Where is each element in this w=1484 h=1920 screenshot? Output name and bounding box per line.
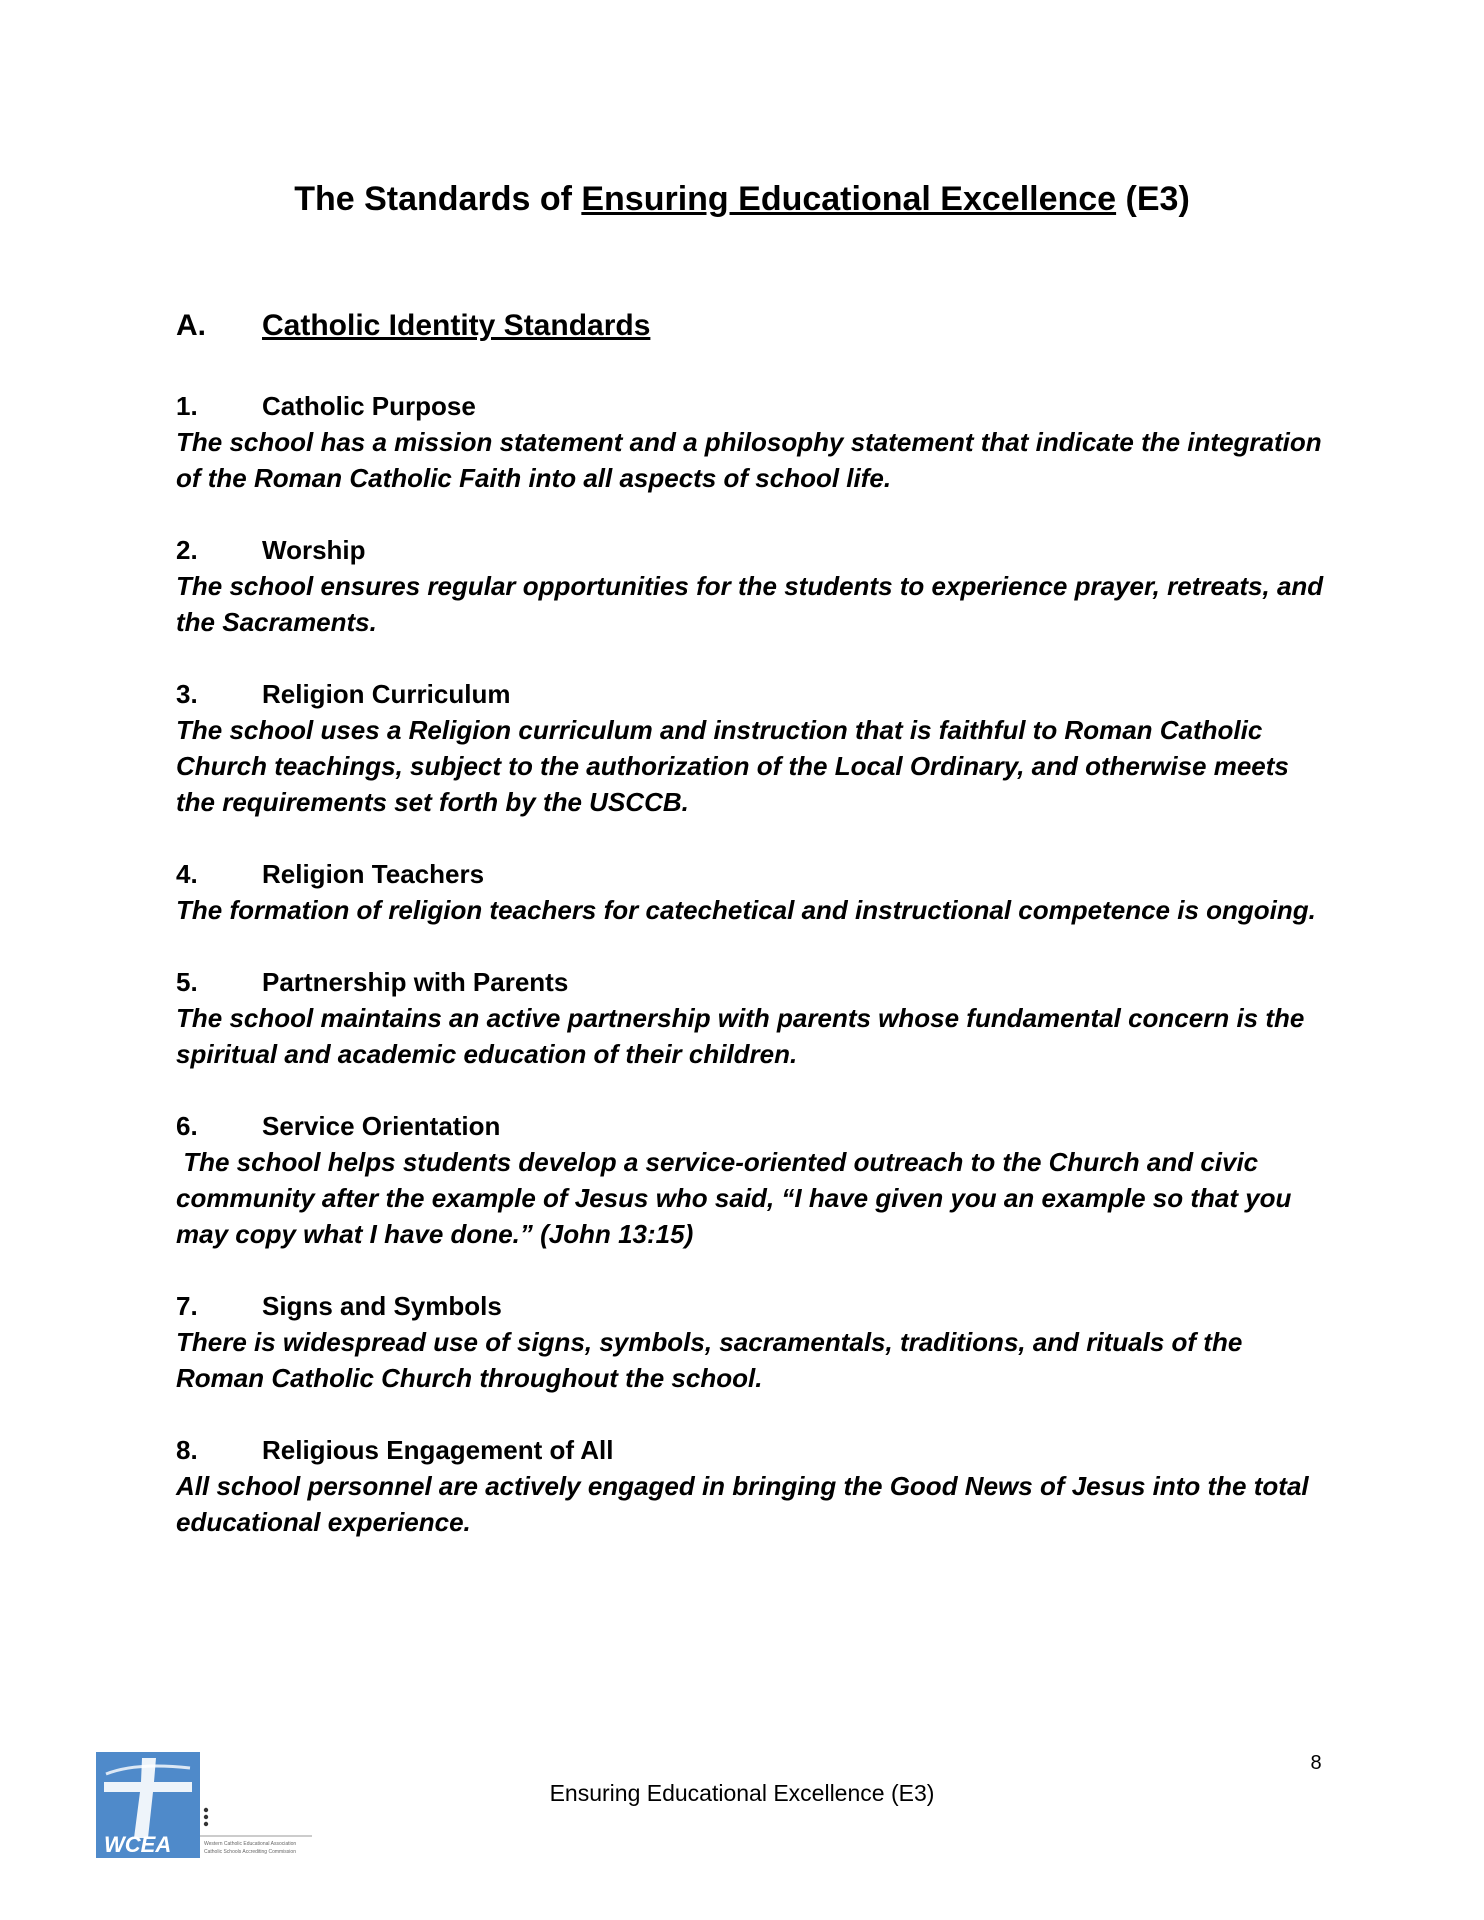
standard-number: 1. <box>176 391 198 421</box>
title-underlined: Ensuring Educational Excellence <box>581 180 1117 218</box>
logo-dot <box>204 1822 208 1826</box>
standard-title: Religion Teachers <box>262 859 485 889</box>
standard-heading <box>176 532 1326 568</box>
standard-heading <box>176 964 1326 1000</box>
standard-number: 8. <box>176 1435 198 1465</box>
standard-description: There is widespread use of signs, symbols, sacramentals, traditions, and rituals of the Roman Catholic Church throughout the school. <box>176 1327 1243 1393</box>
title-prefix: The Standards of <box>294 180 582 218</box>
standard-heading <box>176 1108 1326 1144</box>
standard-title: Worship <box>262 535 366 565</box>
standard-item <box>176 1108 1326 1252</box>
standard-item <box>176 388 1326 496</box>
standard-heading <box>176 676 1326 712</box>
standard-number: 4. <box>176 859 198 889</box>
standard-item <box>176 1432 1326 1540</box>
section-name: Catholic Identity Standards <box>262 309 651 342</box>
footer-title: Ensuring Educational Excellence (E3) <box>549 1780 935 1806</box>
section-letter: A. <box>176 309 206 342</box>
logo-caption-line2: Catholic Schools Accrediting Commission <box>204 1849 296 1855</box>
standard-item <box>176 964 1326 1072</box>
standard-heading <box>176 1288 1326 1324</box>
standard-title: Religion Curriculum <box>262 679 511 709</box>
standard-heading <box>176 1432 1326 1468</box>
standard-title: Signs and Symbols <box>262 1291 502 1321</box>
section-heading <box>176 307 650 345</box>
standard-number: 3. <box>176 679 198 709</box>
standard-description: The school uses a Religion curriculum and instruction that is faithful to Roman Catholic Church teachings, subject to the authorization of the Local Ordinary, and otherwise meets the requirements set forth by the USCCB. <box>176 715 1289 817</box>
standard-heading <box>176 388 1326 424</box>
page-number: 8 <box>1310 1752 1322 1774</box>
wcea-logo <box>96 1752 316 1864</box>
standard-title: Service Orientation <box>262 1111 501 1141</box>
standard-number: 6. <box>176 1111 198 1141</box>
standard-item <box>176 532 1326 640</box>
standard-title: Partnership with Parents <box>262 967 569 997</box>
standard-description: All school personnel are actively engaged in bringing the Good News of Jesus into the total educational experience. <box>176 1471 1309 1537</box>
standard-description: The school maintains an active partnership with parents whose fundamental concern is the spiritual and academic education of their children. <box>176 1003 1305 1069</box>
standards-list <box>176 388 1326 1576</box>
title-suffix: (E3) <box>1116 180 1190 218</box>
standard-number: 5. <box>176 967 198 997</box>
logo-dot <box>204 1815 208 1819</box>
logo-caption-line1: Western Catholic Educational Association <box>204 1841 297 1847</box>
standard-item <box>176 676 1326 820</box>
standard-heading <box>176 856 1326 892</box>
standard-description: The formation of religion teachers for catechetical and instructional competence is ongoing. <box>176 895 1316 925</box>
standard-number: 7. <box>176 1291 198 1321</box>
standard-description: The school helps students develop a service-oriented outreach to the Church and civic community after the example of Jesus who said, “I have given you an example so that you may copy what I have done.” (John 13:15) <box>176 1147 1299 1249</box>
standard-number: 2. <box>176 535 198 565</box>
standard-title: Catholic Purpose <box>262 391 476 421</box>
logo-dot <box>204 1808 208 1812</box>
standard-item <box>176 856 1326 928</box>
standard-title: Religious Engagement of All <box>262 1435 614 1465</box>
standard-item <box>176 1288 1326 1396</box>
logo-wordmark: WCEA <box>104 1832 172 1857</box>
standard-description: The school has a mission statement and a philosophy statement that indicate the integration of the Roman Catholic Faith into all aspects of school life. <box>176 427 1322 493</box>
standard-description: The school ensures regular opportunities for the students to experience prayer, retreats, and the Sacraments. <box>176 571 1324 637</box>
page-title <box>0 178 1484 220</box>
